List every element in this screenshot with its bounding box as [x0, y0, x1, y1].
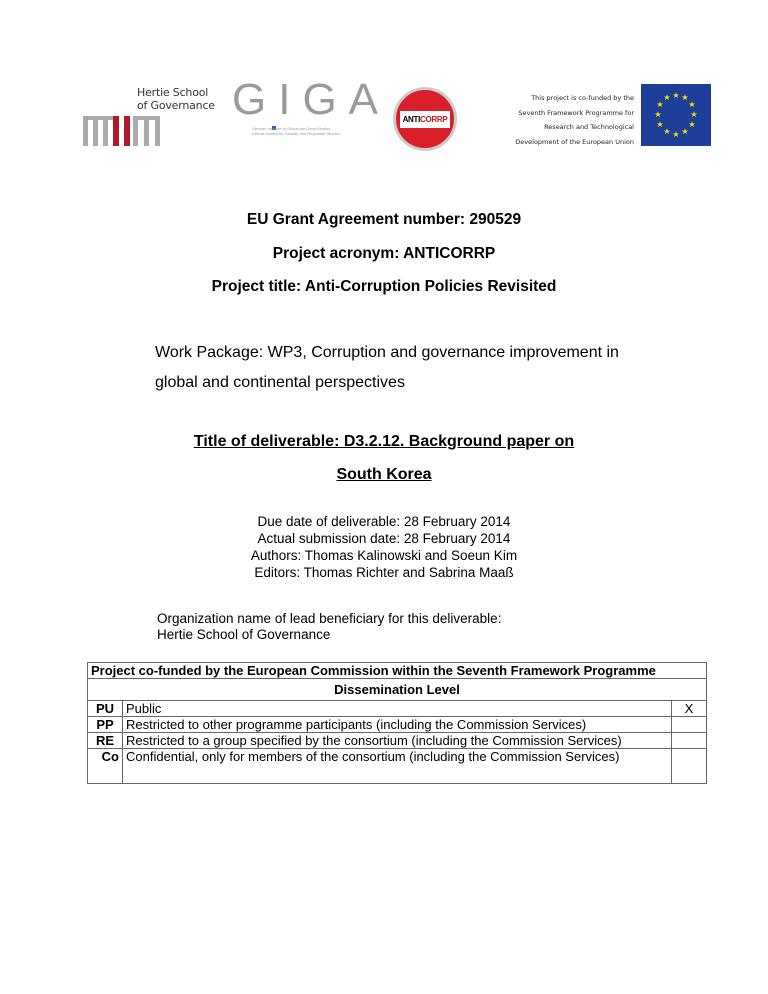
svg-text:★: ★ — [688, 100, 696, 109]
due-date: Due date of deliverable: 28 February 2014 — [257, 514, 511, 529]
svg-text:★: ★ — [663, 93, 671, 102]
deliverable-info — [0, 513, 768, 581]
editors: Editors: Thomas Richter and Sabrina Maaß — [254, 565, 514, 580]
svg-text:★: ★ — [656, 120, 664, 129]
row-mark: X — [672, 701, 707, 717]
row-code: PU — [88, 701, 123, 717]
row-mark — [672, 717, 707, 733]
table-header-row — [88, 663, 707, 679]
anticorrp-label — [400, 111, 451, 128]
table-row — [88, 749, 707, 784]
work-package: Work Package: WP3, Corruption and governance improvement in global and continental perspectives — [155, 344, 619, 391]
eu-text-line: Research and Technological — [544, 123, 634, 131]
row-code: Co — [88, 749, 123, 784]
svg-text:★: ★ — [681, 127, 689, 136]
eu-text-line: Development of the European Union — [515, 137, 634, 146]
row-desc: Public — [123, 701, 672, 717]
eu-flag-icon — [641, 84, 711, 146]
submission-date: Actual submission date: 28 February 2014 — [257, 531, 511, 546]
table-subheader-row — [88, 679, 707, 701]
giga-logo: GIGA — [232, 75, 391, 124]
grant-number: EU Grant Agreement number: 290529 — [246, 211, 522, 228]
svg-text:★: ★ — [690, 110, 698, 119]
row-mark — [672, 749, 707, 784]
svg-text:★: ★ — [681, 93, 689, 102]
row-desc: Restricted to other programme participants (including the Commission Services) — [123, 717, 672, 733]
table-row — [88, 717, 707, 733]
org-label: Organization name of lead beneficiary for this deliverable: — [157, 611, 502, 626]
hertie-line2: of Governance — [137, 99, 215, 112]
svg-text:★: ★ — [654, 110, 662, 119]
eu-text-line: This project is co-funded by the — [531, 94, 634, 102]
project-title: Project title: Anti-Corruption Policies Revisited — [211, 278, 557, 295]
anticorrp-corrp: CORRP — [420, 114, 448, 124]
org-name: Hertie School of Governance — [157, 627, 331, 642]
giga-sub2: Leibniz-Institut für Globale und Regionale Studien — [252, 131, 341, 136]
hertie-line1: Hertie School — [137, 86, 209, 99]
table-row — [88, 701, 707, 717]
anticorrp-anti: ANTI — [402, 114, 421, 124]
svg-text:★: ★ — [656, 100, 664, 109]
row-code: PP — [88, 717, 123, 733]
hertie-logo-text — [137, 86, 215, 112]
authors: Authors: Thomas Kalinowski and Soeun Kim — [250, 548, 518, 563]
giga-sub1: German Institute of Global and Area Studies — [252, 126, 331, 131]
project-acronym: Project acronym: ANTICORRP — [272, 245, 496, 262]
anticorrp-logo — [393, 87, 457, 151]
svg-text:★: ★ — [672, 130, 680, 139]
row-code: RE — [88, 733, 123, 749]
giga-subtitle — [252, 126, 377, 136]
row-desc: Confidential, only for members of the consortium (including the Commission Services) — [123, 749, 672, 784]
table-header: Project co-funded by the European Commission within the Seventh Framework Programme — [88, 663, 707, 679]
row-mark — [672, 733, 707, 749]
table-subheader: Dissemination Level — [88, 679, 707, 701]
hertie-logo-icon — [83, 116, 160, 146]
eu-text-line: Seventh Framework Programme for — [518, 108, 634, 117]
row-desc: Restricted to a group specified by the consortium (including the Commission Services) — [123, 733, 672, 749]
organization — [157, 611, 501, 643]
deliverable-title-line1: Title of deliverable: D3.2.12. Background paper on — [193, 433, 575, 450]
dissemination-table — [87, 662, 707, 784]
svg-text:★: ★ — [688, 120, 696, 129]
svg-text:★: ★ — [663, 127, 671, 136]
deliverable-title-line2: South Korea — [336, 466, 432, 483]
svg-text:★: ★ — [672, 91, 680, 100]
table-row — [88, 733, 707, 749]
eu-funding-text — [486, 91, 634, 149]
